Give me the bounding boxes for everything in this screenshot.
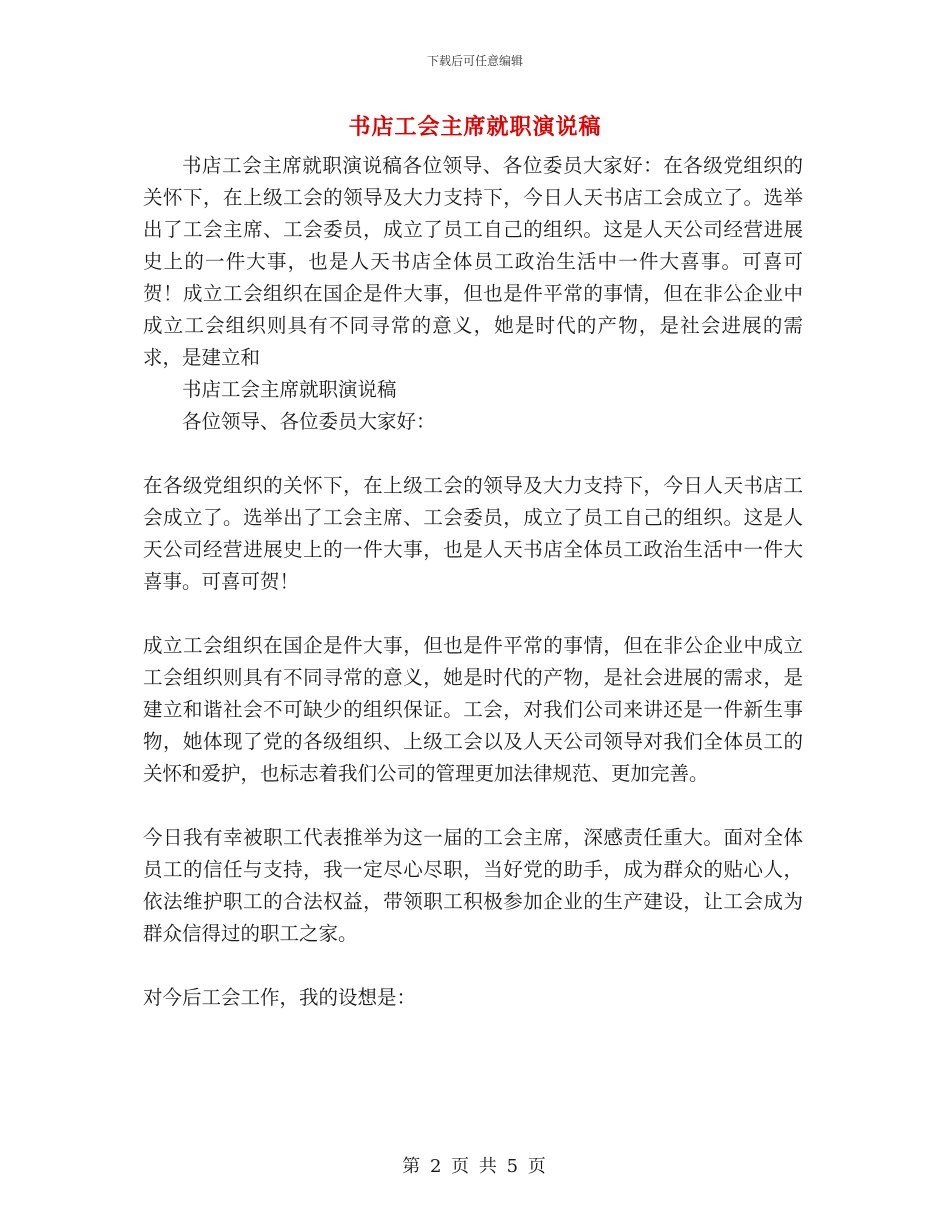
- paragraph-commitment: 今日我有幸被职工代表推举为这一届的工会主席，深感责任重大。面对全体员工的信任与支持，我一定尽心尽职，当好党的助手，成为群众的贴心人，依法维护职工的合法权益，带领职工积极参加企业的生产建设，让工会成为群众信得过的职工之家。: [143, 826, 803, 945]
- document-title: 书店工会主席就职演说稿: [348, 114, 602, 140]
- page-number: 第 2 页 共 5 页: [402, 1156, 548, 1177]
- paragraph-greeting: 各位领导、各位委员大家好：: [182, 410, 436, 433]
- document-body: [143, 150, 803, 1014]
- header-note: 下载后可任意编辑: [426, 54, 523, 68]
- paragraph-plans: 对今后工会工作，我的设想是：: [143, 986, 417, 1009]
- paragraph-subtitle: 书店工会主席就职演说稿: [182, 378, 397, 401]
- paragraph-intro: 书店工会主席就职演说稿各位领导、各位委员大家好：在各级党组织的关怀下，在上级工会的领导及大力支持下，今日人天书店工会成立了。选举出了工会主席、工会委员，成立了员工自己的组织。这是人天公司经营进展史上的一件大事，也是人天书店全体员工政治生活中一件大喜事。可喜可贺！成立工会组织在国企是件大事，但也是件平常的事情，但在非公企业中成立工会组织则具有不同寻常的意义，她是时代的产物，是社会进展的需求，是建立和: [143, 154, 803, 369]
- paragraph-significance: 成立工会组织在国企是件大事，但也是件平常的事情，但在非公企业中成立工会组织则具有不同寻常的意义，她是时代的产物，是社会进展的需求，是建立和谐社会不可缺少的组织保证。工会，对我们公司来讲还是一件新生事物，她体现了党的各级组织、上级工会以及人天公司领导对我们全体员工的关怀和爱护，也标志着我们公司的管理更加法律规范、更加完善。: [143, 634, 803, 785]
- paragraph-founding: 在各级党组织的关怀下，在上级工会的领导及大力支持下，今日人天书店工会成立了。选举出了工会主席、工会委员，成立了员工自己的组织。这是人天公司经营进展史上的一件大事，也是人天书店全体员工政治生活中一件大喜事。可喜可贺！: [143, 474, 803, 593]
